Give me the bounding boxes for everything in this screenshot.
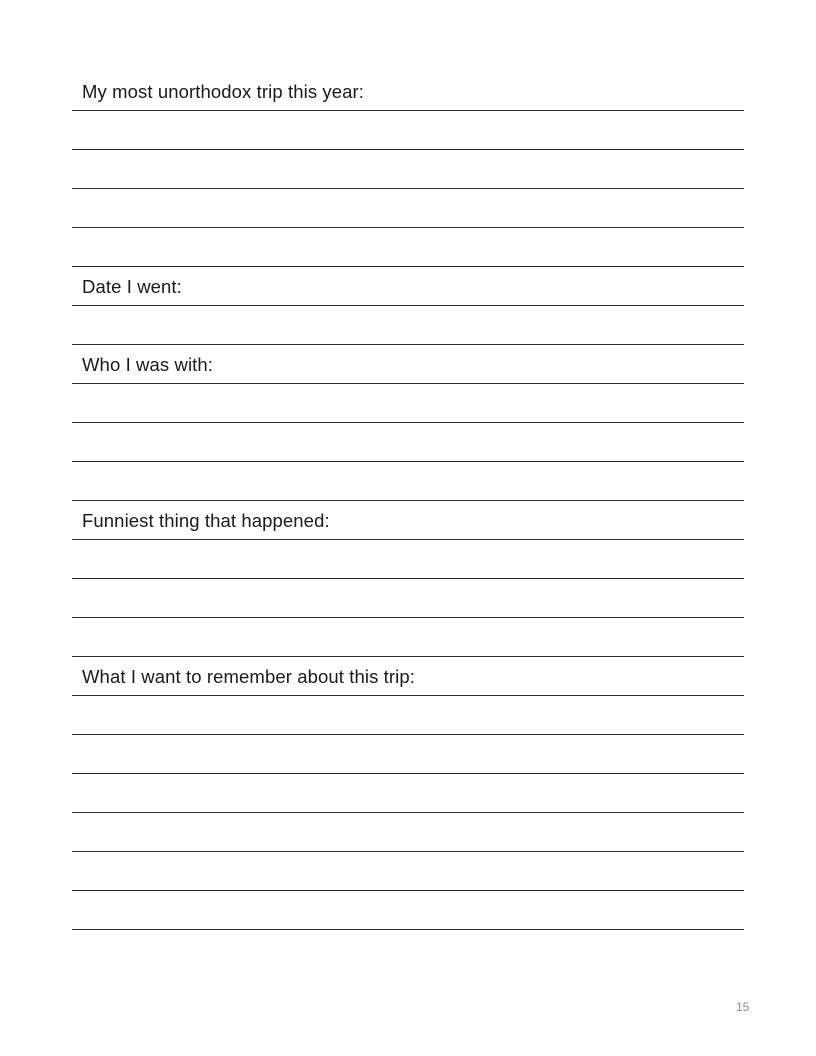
writing-line[interactable] — [72, 579, 744, 618]
prompt-label: What I want to remember about this trip: — [82, 665, 416, 687]
prompt-label: Date I went: — [82, 275, 182, 297]
writing-line[interactable] — [72, 735, 744, 774]
writing-line[interactable] — [72, 696, 744, 735]
writing-line[interactable] — [72, 462, 744, 501]
prompt-row-funniest — [72, 501, 744, 540]
writing-line[interactable] — [72, 891, 744, 930]
writing-line[interactable] — [72, 306, 744, 345]
prompt-label: Funniest thing that happened: — [82, 509, 330, 531]
writing-line[interactable] — [72, 189, 744, 228]
writing-line[interactable] — [72, 423, 744, 462]
writing-line[interactable] — [72, 150, 744, 189]
page-number: 15 — [736, 1000, 750, 1014]
prompt-label: Who I was with: — [82, 353, 214, 375]
writing-line[interactable] — [72, 618, 744, 657]
prompt-label: My most unorthodox trip this year: — [82, 80, 365, 102]
writing-line[interactable] — [72, 852, 744, 891]
writing-line[interactable] — [72, 384, 744, 423]
writing-line[interactable] — [72, 774, 744, 813]
journal-page — [72, 72, 744, 930]
prompt-row-unorthodox-trip — [72, 72, 744, 111]
writing-line[interactable] — [72, 228, 744, 267]
prompt-row-who-with — [72, 345, 744, 384]
writing-line[interactable] — [72, 111, 744, 150]
prompt-row-remember — [72, 657, 744, 696]
prompt-row-date-went — [72, 267, 744, 306]
writing-line[interactable] — [72, 540, 744, 579]
writing-line[interactable] — [72, 813, 744, 852]
